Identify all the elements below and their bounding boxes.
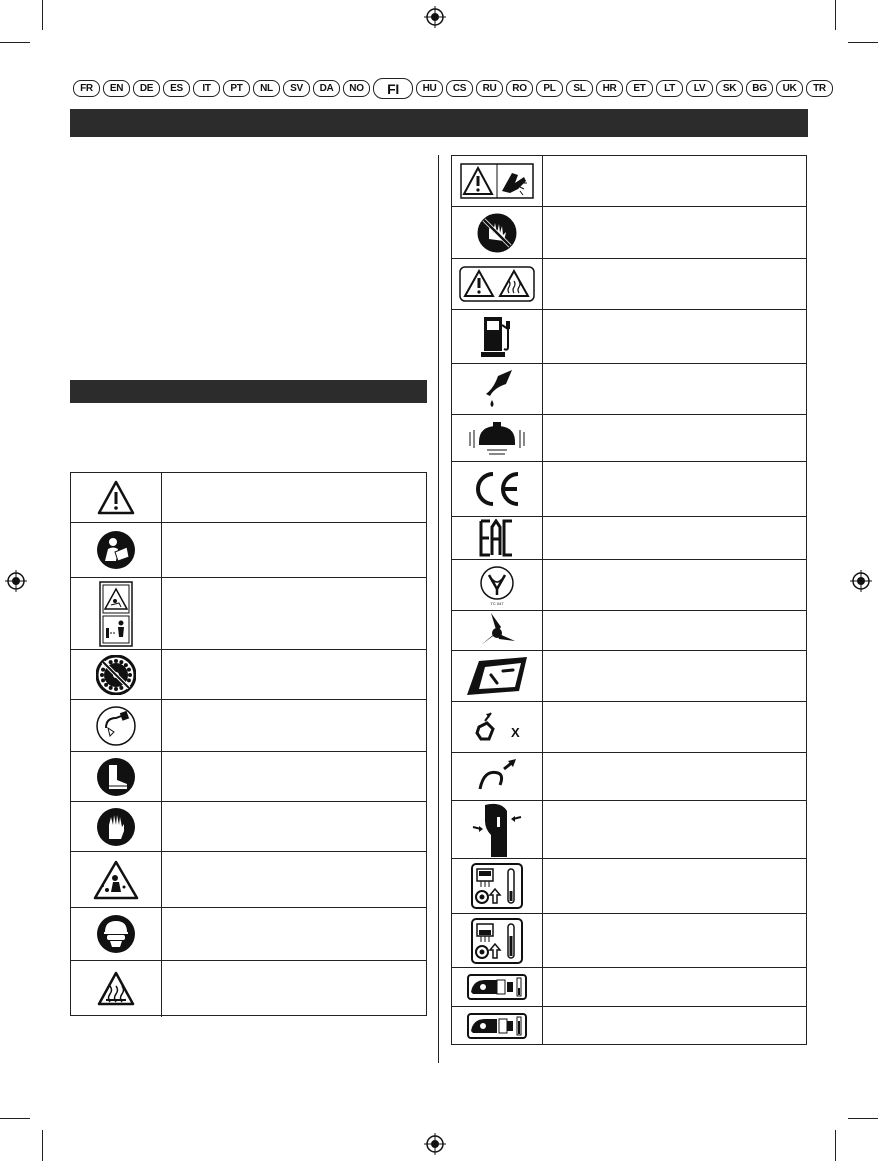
symbol-row — [452, 310, 806, 364]
symbol-description — [162, 700, 426, 751]
symbol-description — [162, 650, 426, 699]
no-saw-blade-icon — [71, 650, 162, 699]
symbol-row — [71, 852, 426, 908]
symbol-row — [71, 961, 426, 1017]
ce-mark-icon — [452, 462, 543, 516]
registration-mark-left — [5, 570, 27, 592]
wear-gloves-icon — [71, 802, 162, 851]
symbol-row — [452, 462, 806, 517]
no-hands-icon — [452, 207, 543, 258]
language-tab-cs[interactable]: CS — [446, 80, 473, 97]
symbol-row — [452, 517, 806, 560]
manual-book-icon — [452, 651, 543, 701]
svg-text:X: X — [511, 725, 520, 740]
language-tab-es[interactable]: ES — [163, 80, 190, 97]
hot-surface-icon — [71, 961, 162, 1017]
symbol-description — [543, 914, 806, 967]
language-tab-lv[interactable]: LV — [686, 80, 713, 97]
symbol-description — [543, 415, 806, 461]
oil-drop-icon — [452, 364, 543, 414]
section-band — [70, 380, 427, 403]
symbol-row — [71, 578, 426, 650]
symbol-row — [452, 753, 806, 801]
language-tab-sv[interactable]: SV — [283, 80, 310, 97]
language-tab-de[interactable]: DE — [133, 80, 160, 97]
fuel-pump-icon — [452, 310, 543, 363]
symbol-row — [452, 801, 806, 859]
symbol-description — [162, 473, 426, 522]
crop-mark — [42, 0, 43, 30]
symbol-row — [452, 651, 806, 702]
symbol-description — [162, 961, 426, 1017]
symbol-description — [543, 702, 806, 752]
language-tab-tr[interactable]: TR — [806, 80, 833, 97]
language-selector — [73, 80, 826, 97]
symbol-row — [452, 415, 806, 462]
symbol-description — [543, 560, 806, 610]
crop-mark — [0, 42, 30, 43]
language-tab-no[interactable]: NO — [343, 80, 370, 97]
symbol-row — [452, 914, 806, 968]
language-tab-bg[interactable]: BG — [746, 80, 773, 97]
thrown-objects-warning-icon — [71, 852, 162, 907]
warning-hot-surface-icon — [452, 259, 543, 309]
read-manual-icon — [71, 523, 162, 577]
symbol-description — [543, 310, 806, 363]
nut-rotation-icon — [452, 702, 543, 752]
symbol-row — [452, 156, 806, 207]
registration-mark-top — [424, 6, 446, 28]
language-tab-pl[interactable]: PL — [536, 80, 563, 97]
throttle-position-2-icon — [452, 1007, 543, 1045]
symbol-row — [71, 523, 426, 578]
symbol-row — [452, 1007, 806, 1045]
crop-mark — [835, 1130, 836, 1161]
symbol-description — [543, 1007, 806, 1045]
bystander-distance-icon — [71, 578, 162, 649]
crop-mark — [848, 42, 878, 43]
crop-mark — [42, 1130, 43, 1161]
symbol-row — [452, 207, 806, 259]
language-tab-da[interactable]: DA — [313, 80, 340, 97]
symbol-row — [452, 702, 806, 753]
symbol-row — [71, 700, 426, 752]
symbol-description — [543, 517, 806, 559]
language-tab-fr[interactable]: FR — [73, 80, 100, 97]
language-tab-en[interactable]: EN — [103, 80, 130, 97]
warning-triangle-icon — [71, 473, 162, 522]
language-tab-nl[interactable]: NL — [253, 80, 280, 97]
language-tab-fi[interactable]: FI — [373, 78, 413, 99]
eac-mark-icon — [452, 517, 543, 559]
symbol-description — [543, 859, 806, 913]
language-tab-hu[interactable]: HU — [416, 80, 443, 97]
ukraine-mark-icon — [452, 560, 543, 610]
symbol-description — [543, 462, 806, 516]
throttle-position-1-icon — [452, 968, 543, 1006]
language-tab-sl[interactable]: SL — [566, 80, 593, 97]
column-divider — [438, 155, 439, 1063]
left-symbol-table — [70, 472, 427, 1016]
symbol-description — [543, 156, 806, 206]
symbol-description — [162, 908, 426, 960]
choke-position-2-icon — [452, 914, 543, 967]
symbol-description — [162, 752, 426, 801]
language-tab-lt[interactable]: LT — [656, 80, 683, 97]
wear-ear-protection-icon — [71, 700, 162, 751]
symbol-description — [162, 802, 426, 851]
symbol-row — [452, 968, 806, 1007]
glove-tighten-icon — [452, 801, 543, 858]
hook-arrow-icon — [452, 753, 543, 800]
symbol-row — [452, 560, 806, 611]
language-tab-it[interactable]: IT — [193, 80, 220, 97]
symbol-row — [71, 908, 426, 961]
symbol-description — [543, 364, 806, 414]
symbol-row — [452, 611, 806, 651]
symbol-row — [71, 473, 426, 523]
svg-text:TC 047: TC 047 — [490, 601, 504, 606]
crop-mark — [0, 1118, 30, 1119]
symbol-description — [543, 611, 806, 650]
wear-helmet-mask-icon — [71, 908, 162, 960]
registration-mark-bottom — [424, 1133, 446, 1155]
language-tab-et[interactable]: ET — [626, 80, 653, 97]
wear-boots-icon — [71, 752, 162, 801]
symbol-description — [543, 753, 806, 800]
three-blade-icon — [452, 611, 543, 650]
symbol-row — [71, 802, 426, 852]
crop-mark — [848, 1118, 878, 1119]
registration-mark-right — [850, 570, 872, 592]
noise-level-icon — [452, 415, 543, 461]
symbol-description — [162, 578, 426, 649]
symbol-description — [162, 523, 426, 577]
language-tab-ru[interactable]: RU — [476, 80, 503, 97]
symbol-description — [162, 852, 426, 907]
language-tab-uk[interactable]: UK — [776, 80, 803, 97]
symbol-row — [71, 752, 426, 802]
symbol-description — [543, 968, 806, 1006]
symbol-description — [543, 207, 806, 258]
language-tab-hr[interactable]: HR — [596, 80, 623, 97]
symbol-row — [452, 859, 806, 914]
language-tab-pt[interactable]: PT — [223, 80, 250, 97]
symbol-description — [543, 259, 806, 309]
symbol-row — [452, 259, 806, 310]
symbol-description — [543, 801, 806, 858]
symbol-row — [71, 650, 426, 700]
language-tab-ro[interactable]: RO — [506, 80, 533, 97]
warning-hand-cut-icon — [452, 156, 543, 206]
symbol-row — [452, 364, 806, 415]
symbol-description — [543, 651, 806, 701]
title-band — [70, 109, 808, 137]
crop-mark — [835, 0, 836, 30]
right-symbol-table — [451, 155, 807, 1045]
choke-position-1-icon — [452, 859, 543, 913]
language-tab-sk[interactable]: SK — [716, 80, 743, 97]
